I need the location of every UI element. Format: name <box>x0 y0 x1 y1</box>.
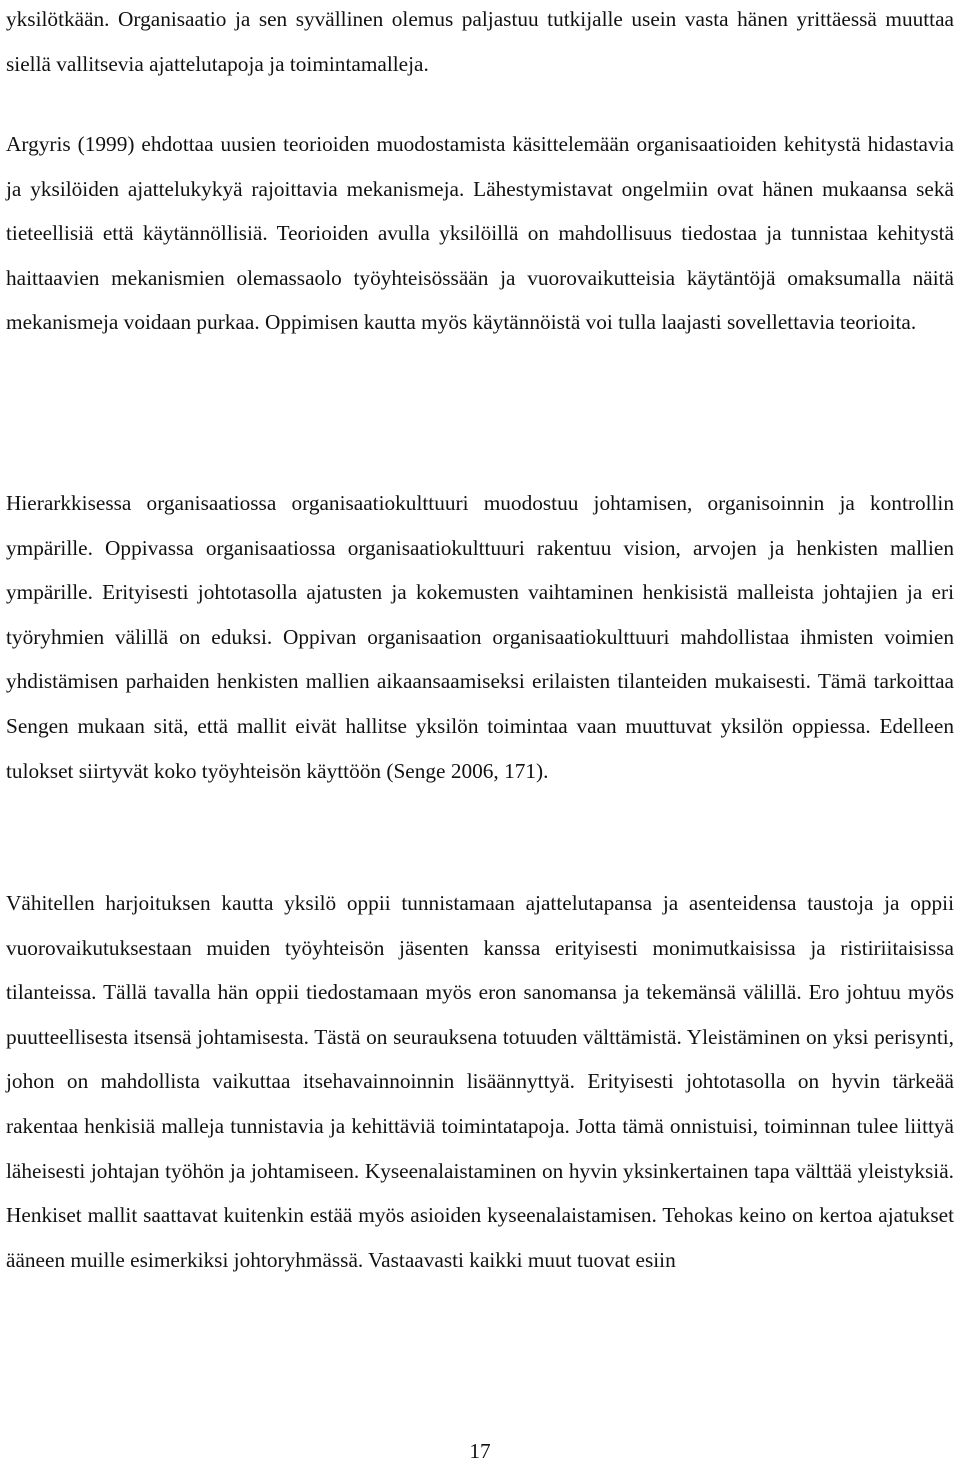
page-number: 17 <box>469 1439 491 1463</box>
paragraph-2: Argyris (1999) ehdottaa uusien teorioiden muodostamista käsittelemään organisaatioiden kehitystä hidastavia ja yksilöiden ajattelukykyä rajoittavia mekanismeja. Lähestymistavat ongelmiin ovat hänen mukaansa sekä tieteellisiä että käytännöllisiä. Teorioiden avulla yksilöillä on mahdollisuus tiedostaa ja tunnistaa kehitystä haittaavien mekanismien olemassaolo työyhteisössään ja vuorovaikutteisia käytäntöjä omaksumalla näitä mekanismeja voidaan purkaa. Oppimisen kautta myös käytännöistä voi tulla laajasti sovellettavia teorioita. <box>6 132 954 335</box>
paragraph-4: Vähitellen harjoituksen kautta yksilö oppii tunnistamaan ajattelutapansa ja asenteidensa taustoja ja oppii vuorovaikutuksestaan muiden työyhteisön jäsenten kanssa erityisesti monimutkaisissa ja ristiriitaisissa tilanteissa. Tällä tavalla hän oppii tiedostamaan myös eron sanomansa ja tekemänsä välillä. Ero johtuu myös puutteellisesta itsensä johtamisesta. Tästä on seurauksena totuuden välttämistä. Yleistäminen on yksi perisynti, johon on mahdollista vaikuttaa itsehavainnoinnin lisäännyttyä. Erityisesti johtotasolla on hyvin tärkeää rakentaa henkisiä malleja tunnistavia ja kehittäviä toimintatapoja. Jotta tämä onnistuisi, toiminnan tulee liittyä läheisesti johtajan työhön ja johtamiseen. Kyseenalaistaminen on hyvin yksinkertainen tapa välttää yleistyksiä. Henkiset mallit saattavat kuitenkin estää myös asioiden kyseenalaistamisen. Tehokas keino on kertoa ajatukset ääneen muille esimerkiksi johtoryhmässä. Vastaavasti kaikki muut tuovat esiin <box>6 891 954 1272</box>
paragraph-3: Hierarkkisessa organisaatiossa organisaatiokulttuuri muodostuu johtamisen, organisoinnin ja kontrollin ympärille. Oppivassa organisaatiossa organisaatiokulttuuri rakentuu vision, arvojen ja henkisten mallien ympärille. Erityisesti johtotasolla ajatusten ja kokemusten vaihtaminen henkisistä malleista johtajien ja eri työryhmien välillä on eduksi. Oppivan organisaation organisaatiokulttuuri mahdollistaa ihmisten voimien yhdistämisen parhaiden henkisten mallien aikaansaamiseksi erilaisten tilanteiden mukaisesti. Tämä tarkoittaa Sengen mukaan sitä, että mallit eivät hallitse yksilön toimintaa vaan muuttuvat yksilön oppiessa. Edelleen tulokset siirtyvät koko työyhteisön käyttöön (Senge 2006, 171). <box>6 491 954 783</box>
paragraph-1: yksilötkään. Organisaatio ja sen syvällinen olemus paljastuu tutkijalle usein vasta hänen yrittäessä muuttaa siellä vallitsevia ajattelutapoja ja toimintamalleja. <box>6 7 954 76</box>
